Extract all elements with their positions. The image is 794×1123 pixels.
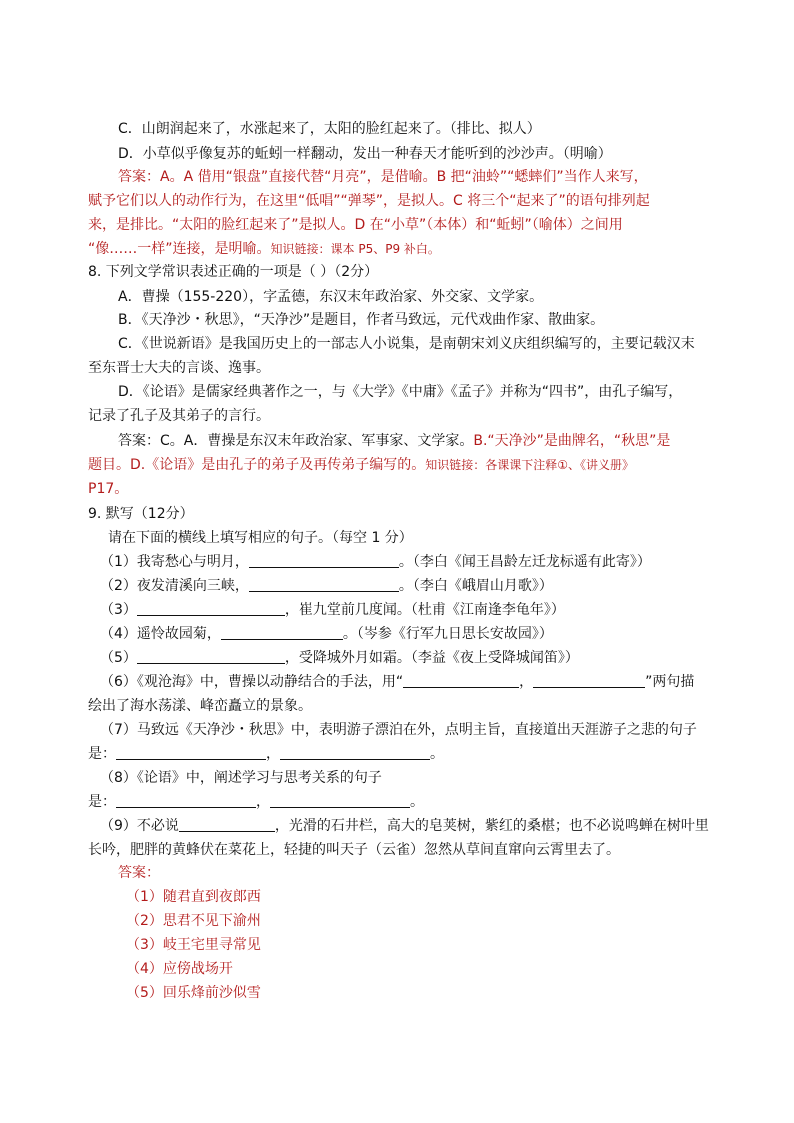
- q7-answer-line-4: [88, 240, 440, 258]
- q8-knowledge-link: 知识链接：各课课下注释①、《讲义册》: [425, 458, 634, 472]
- q9-instruction: 请在下面的横线上填写相应的句子。（每空 1 分）: [108, 530, 413, 546]
- q8-option-a: A．曹操（155-220），字孟德，东汉末年政治家、外交家、文学家。: [118, 289, 544, 305]
- q9-item-4-pre: （4）遥怜故园菊，: [100, 626, 221, 642]
- q9-answer-5: （5）回乐烽前沙似雪: [126, 985, 261, 1001]
- q9-item-1: [100, 553, 651, 571]
- q9-item-7-line-1: （7）马致远《天净沙・秋思》中，表明游子漂泊在外，点明主旨，直接道出天涯游子之悲的句子: [100, 722, 697, 738]
- q9-item-7-post: 。: [430, 746, 444, 762]
- q9-item-3: [100, 601, 565, 619]
- q9-item-3-pre: （3）: [100, 602, 137, 618]
- q9-item-6: [100, 673, 694, 691]
- q9-item-4-post: 。（岑参《行军九日思长安故园》）: [342, 626, 553, 642]
- q8-answer-red: B.“天净沙”是曲牌名，“秋思”是: [473, 433, 671, 449]
- q9-answer-1: （1）随君直到夜郎西: [126, 889, 261, 905]
- q7-answer-line-4-main: “像……一样”连接，是明喻。: [88, 241, 271, 257]
- q8-answer-line-2-main: 题目。D.《论语》是由孔子的弟子及再传弟子编写的。: [88, 457, 426, 473]
- q8-option-d-line-1: D．《论语》是儒家经典著作之一，与《大学》《中庸》《孟子》并称为“四书”，由孔子编写，: [118, 384, 683, 400]
- q9-item-5: [100, 649, 579, 667]
- q8-answer-line-1: [118, 432, 670, 450]
- q9-item-2: [100, 577, 553, 595]
- q7-answer-line-3: 来，是排比。“太阳的脸红起来了”是拟人。D 在“小草”（本体）和“蚯蚓”（喻体）之间用: [88, 217, 623, 233]
- q9-item-1-pre: （1）我寄愁心与明月，: [100, 554, 249, 570]
- blank-field[interactable]: [116, 793, 256, 808]
- q9-item-9-pre: （9）不必说: [100, 818, 179, 834]
- q9-item-6-pre: （6）《观沧海》中，曹操以动静结合的手法，用“: [100, 674, 404, 690]
- q8-answer-line-2: [88, 456, 634, 474]
- blank-field[interactable]: [249, 577, 399, 592]
- q9-item-8-line-2: [88, 793, 424, 811]
- q9-item-8-line-1: （8）《论语》中，阐述学习与思考关系的句子: [100, 770, 382, 786]
- q9-item-7-pre: 是：: [88, 746, 116, 762]
- q7-option-c: C．山朗润起来了，水涨起来了，太阳的脸红起来了。（排比、拟人）: [118, 121, 541, 137]
- q9-item-2-pre: （2）夜发清溪向三峡，: [100, 578, 249, 594]
- q9-item-7-line-2: [88, 745, 444, 763]
- blank-field[interactable]: [221, 625, 343, 640]
- blank-field[interactable]: [116, 745, 266, 760]
- q8-answer-text: 答案：C。A．曹操是东汉末年政治家、军事家、文学家。: [118, 433, 474, 449]
- q9-item-7-mid: ，: [266, 746, 280, 762]
- q9-item-9-line-2: 长吟，肥胖的黄蜂伏在菜花上，轻捷的叫天子（云雀）忽然从草间直窜向云霄里去了。: [88, 842, 620, 858]
- q9-item-9-post: ，光滑的石井栏，高大的皂荚树，紫红的桑椹；也不必说鸣蝉在树叶里: [274, 818, 709, 834]
- q8-option-d-line-2: 记录了孔子及其弟子的言行。: [88, 408, 270, 424]
- blank-field[interactable]: [179, 817, 275, 832]
- q9-title: 9. 默写（12分）: [88, 506, 194, 522]
- blank-field[interactable]: [270, 793, 410, 808]
- q8-option-b: B．《天净沙・秋思》，“天净沙”是题目，作者马致远，元代戏曲作家、散曲家。: [118, 312, 605, 328]
- q9-answer-2: （2）思君不见下渝州: [126, 913, 261, 929]
- q8-stem: 8. 下列文学常识表述正确的一项是（ ）（2分）: [88, 264, 379, 280]
- blank-field[interactable]: [533, 673, 645, 688]
- q9-item-6-mid: ，: [519, 674, 534, 690]
- q9-answer-3: （3）岐王宅里寻常见: [126, 937, 261, 953]
- q9-item-6-line-2: 绘出了海水荡漾、峰峦矗立的景象。: [88, 698, 312, 714]
- q8-option-c-line-2: 至东晋士大夫的言谈、逸事。: [88, 360, 270, 376]
- q9-item-5-post: ，受降城外月如霜。（李益《夜上受降城闻笛》）: [284, 650, 579, 666]
- blank-field[interactable]: [280, 745, 430, 760]
- blank-field[interactable]: [137, 601, 285, 616]
- q9-item-2-post: 。（李白《峨眉山月歌》）: [398, 578, 553, 594]
- q9-item-8-post: 。: [410, 794, 424, 810]
- q7-answer-line-2: 赋予它们以人的动作行为，在这里“低唱”“弹琴”，是拟人。C 将三个“起来了”的语句排列起: [88, 193, 650, 209]
- q7-answer-line-1: 答案：A。A 借用“银盘”直接代替“月亮”，是借喻。B 把“油蛉”“蟋蟀们”当作人来写，: [118, 169, 648, 185]
- q9-item-3-post: ，崔九堂前几度闻。（杜甫《江南逢李龟年》）: [284, 602, 565, 618]
- q9-item-1-post: 。（李白《闻王昌龄左迁龙标遥有此寄》）: [398, 554, 651, 570]
- blank-field[interactable]: [249, 553, 399, 568]
- q9-item-9-line-1: [100, 817, 709, 835]
- q7-option-d: D．小草似乎像复苏的蚯蚓一样翻动，发出一种春天才能听到的沙沙声。（明喻）: [118, 146, 612, 162]
- q9-answer-label: 答案：: [118, 865, 160, 881]
- blank-field[interactable]: [137, 649, 285, 664]
- blank-field[interactable]: [403, 673, 519, 688]
- q9-item-6-post: ”两句描: [645, 674, 695, 690]
- q8-option-c-line-1: C．《世说新语》是我国历史上的一部志人小说集，是南朝宋刘义庆组织编写的，主要记载汉末: [118, 336, 695, 352]
- q9-item-8-mid: ，: [256, 794, 270, 810]
- q9-item-5-pre: （5）: [100, 650, 137, 666]
- q9-item-8-pre: 是：: [88, 794, 116, 810]
- q9-answer-4: （4）应傍战场开: [126, 961, 233, 977]
- q7-knowledge-link: 知识链接：课本 P5、P9 补白。: [270, 242, 440, 256]
- q9-item-4: [100, 625, 553, 643]
- q8-answer-line-3: P17。: [88, 481, 129, 497]
